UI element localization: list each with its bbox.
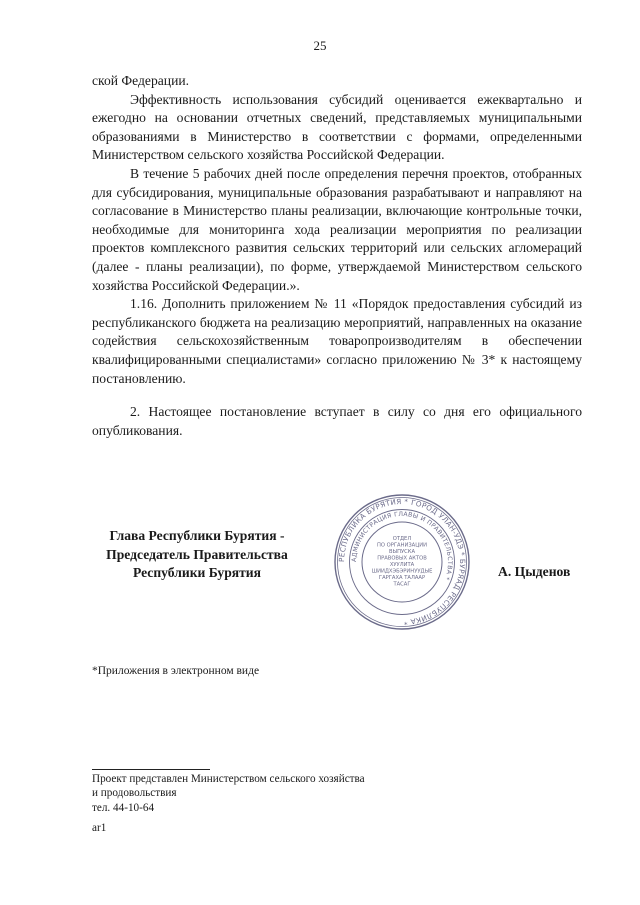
paragraph-1: ской Федерации. <box>92 73 190 88</box>
project-footnote <box>92 772 365 815</box>
seal-center-line: ГАРГАХА ТАЛААР <box>378 575 426 581</box>
footnote-line: тел. 44-10-64 <box>92 801 155 814</box>
footnote-line: Проект представлен Министерством сельского хозяйства <box>92 773 365 785</box>
signatory-title-line: Председатель Правительства <box>106 546 288 562</box>
seal-center-line: ХУУЛИТА <box>389 562 415 568</box>
page-number: 25 <box>313 38 327 53</box>
footnote-divider <box>92 769 210 770</box>
paragraph-2: Эффективность использования субсидий оценивается ежеквартально и ежегодно на основании отчетных сведений, представляемых муниципальными образованиями в Министерство в соответствии с формами, определенными Министерством сельского хозяйства Российской Федерации. <box>92 91 582 163</box>
appendix-note: *Приложения в электронном виде <box>92 665 260 677</box>
document-body <box>92 72 582 440</box>
paragraph-3: В течение 5 рабочих дней после определения перечня проектов, отобранных для субсидирования, муниципальные образования разрабатывают и направляют на согласование в Министерство планы реализации, включающие контрольные точки, необходимые для мониторинга хода реализации мероприятия по реализации проектов комплексного развития сельских территорий или сельских агломераций (далее - планы реализации), по форме, утверждаемой Министерством сельского хозяйства Российской Федерации.». <box>92 165 582 293</box>
official-seal-stamp <box>332 492 472 632</box>
seal-center-line: ШИИДХЭБЭРИНУУДЫЕ <box>371 568 433 575</box>
document-code: ar1 <box>92 822 107 834</box>
footnote-line: и продовольствия <box>92 787 177 800</box>
seal-center-line: ПРАВОВЫХ АКТОВ <box>377 555 427 562</box>
seal-center-line: ТАСАГ <box>393 581 411 588</box>
signatory-title-line: Республики Бурятия <box>132 565 261 581</box>
seal-center-line: ПО ОРГАНИЗАЦИИ <box>376 542 428 549</box>
seal-center-line: ВЫПУСКА <box>388 549 416 555</box>
seal-outer-text: РЕСПУБЛИКА БУРЯТИЯ * ГОРОД УЛАН-УДЭ * БУРЯАД РЕСПУБЛИКА * <box>336 496 468 628</box>
paragraph-5: 2. Настоящее постановление вступает в силу со дня его официального опубликования. <box>92 404 582 438</box>
signatory-title-line: Глава Республики Бурятия - <box>109 528 285 543</box>
paragraph-4: 1.16. Дополнить приложением № 11 «Порядок предоставления субсидий из республиканского бюджета на реализацию мероприятий, направленных на оказание содействия сельскохозяйственным товаропроизводителям в обеспечении квалифицированными специалистами» согласно приложению № 3* к настоящему постановлению. <box>92 296 582 386</box>
signatory-name: А. Цыденов <box>498 564 571 579</box>
seal-center-line: ОТДЕЛ <box>392 536 412 542</box>
seal-inner-text: АДМИНИСТРАЦИЯ ГЛАВЫ И ПРАВИТЕЛЬСТВА * <box>350 510 454 582</box>
signatory-title <box>92 527 302 583</box>
